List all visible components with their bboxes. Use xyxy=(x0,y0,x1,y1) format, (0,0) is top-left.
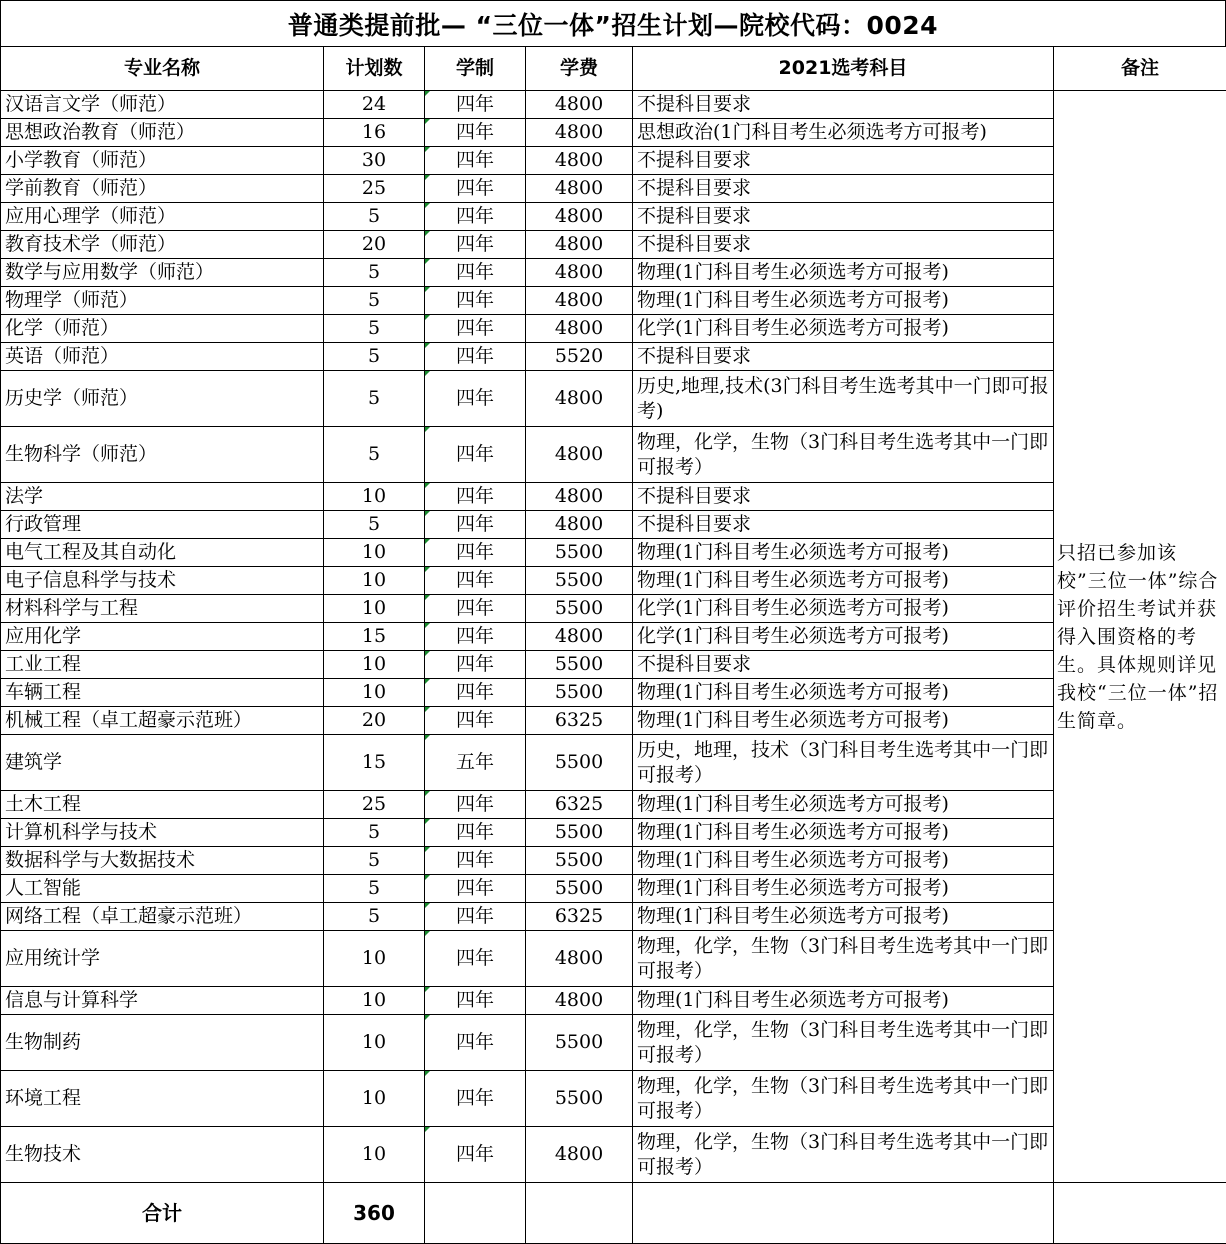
table-row xyxy=(1,1127,1226,1183)
header-duration: 学制 xyxy=(425,47,526,91)
plan-count-cell: 5 xyxy=(324,427,425,483)
major-name-cell: 应用化学 xyxy=(1,623,324,651)
plan-count-cell: 5 xyxy=(324,287,425,315)
subject-requirement-cell: 物理(1门科目考生必须选考方可报考) xyxy=(633,875,1054,903)
major-name-cell: 土木工程 xyxy=(1,791,324,819)
major-name-cell: 数学与应用数学（师范） xyxy=(1,259,324,287)
plan-count-cell: 5 xyxy=(324,511,425,539)
tuition-fee-cell: 4800 xyxy=(526,483,633,511)
plan-count-cell: 5 xyxy=(324,371,425,427)
plan-count-cell: 20 xyxy=(324,707,425,735)
subject-requirement-cell: 物理(1门科目考生必须选考方可报考) xyxy=(633,819,1054,847)
duration-cell: 四年 xyxy=(425,1127,526,1183)
major-name-cell: 小学教育（师范） xyxy=(1,147,324,175)
duration-cell: 四年 xyxy=(425,119,526,147)
tuition-fee-cell: 4800 xyxy=(526,371,633,427)
tuition-fee-cell: 5500 xyxy=(526,735,633,791)
subject-requirement-cell: 物理，化学，生物（3门科目考生选考其中一门即可报考） xyxy=(633,1071,1054,1127)
table-row xyxy=(1,567,1226,595)
header-name: 专业名称 xyxy=(1,47,324,91)
subject-requirement-cell: 不提科目要求 xyxy=(633,203,1054,231)
major-name-cell: 行政管理 xyxy=(1,511,324,539)
duration-cell: 四年 xyxy=(425,287,526,315)
tuition-fee-cell: 4800 xyxy=(526,1127,633,1183)
header-plan: 计划数 xyxy=(324,47,425,91)
duration-cell: 四年 xyxy=(425,903,526,931)
table-row xyxy=(1,819,1226,847)
duration-cell: 四年 xyxy=(425,259,526,287)
tuition-fee-cell: 4800 xyxy=(526,203,633,231)
tuition-fee-cell: 4800 xyxy=(526,511,633,539)
subject-requirement-cell: 不提科目要求 xyxy=(633,651,1054,679)
major-name-cell: 生物科学（师范） xyxy=(1,427,324,483)
duration-cell: 四年 xyxy=(425,931,526,987)
header-fee: 学费 xyxy=(526,47,633,91)
duration-cell: 四年 xyxy=(425,427,526,483)
subject-requirement-cell: 物理(1门科目考生必须选考方可报考) xyxy=(633,791,1054,819)
major-name-cell: 信息与计算科学 xyxy=(1,987,324,1015)
table-row xyxy=(1,483,1226,511)
table-row xyxy=(1,847,1226,875)
plan-count-cell: 10 xyxy=(324,651,425,679)
table-row xyxy=(1,1015,1226,1071)
subject-requirement-cell: 物理，化学，生物（3门科目考生选考其中一门即可报考） xyxy=(633,931,1054,987)
plan-count-cell: 10 xyxy=(324,1071,425,1127)
subject-requirement-cell: 化学(1门科目考生必须选考方可报考) xyxy=(633,623,1054,651)
table-row xyxy=(1,875,1226,903)
major-name-cell: 历史学（师范） xyxy=(1,371,324,427)
subject-requirement-cell: 思想政治(1门科目考生必须选考方可报考) xyxy=(633,119,1054,147)
major-name-cell: 英语（师范） xyxy=(1,343,324,371)
tuition-fee-cell: 4800 xyxy=(526,623,633,651)
major-name-cell: 生物技术 xyxy=(1,1127,324,1183)
subject-requirement-cell: 不提科目要求 xyxy=(633,91,1054,119)
tuition-fee-cell: 4800 xyxy=(526,315,633,343)
table-row xyxy=(1,175,1226,203)
duration-cell: 四年 xyxy=(425,539,526,567)
subject-requirement-cell: 化学(1门科目考生必须选考方可报考) xyxy=(633,595,1054,623)
duration-cell: 四年 xyxy=(425,371,526,427)
subject-requirement-cell: 物理(1门科目考生必须选考方可报考) xyxy=(633,259,1054,287)
table-row xyxy=(1,511,1226,539)
table-row xyxy=(1,791,1226,819)
plan-count-cell: 5 xyxy=(324,847,425,875)
tuition-fee-cell: 6325 xyxy=(526,903,633,931)
header-remark: 备注 xyxy=(1054,47,1226,91)
plan-count-cell: 10 xyxy=(324,595,425,623)
subject-requirement-cell: 物理(1门科目考生必须选考方可报考) xyxy=(633,707,1054,735)
plan-count-cell: 25 xyxy=(324,791,425,819)
tuition-fee-cell: 5500 xyxy=(526,567,633,595)
duration-cell: 四年 xyxy=(425,819,526,847)
major-name-cell: 生物制药 xyxy=(1,1015,324,1071)
plan-count-cell: 10 xyxy=(324,1015,425,1071)
tuition-fee-cell: 4800 xyxy=(526,987,633,1015)
subject-requirement-cell: 不提科目要求 xyxy=(633,343,1054,371)
duration-cell: 四年 xyxy=(425,203,526,231)
subject-requirement-cell: 物理(1门科目考生必须选考方可报考) xyxy=(633,679,1054,707)
subject-requirement-cell: 不提科目要求 xyxy=(633,231,1054,259)
subject-requirement-cell: 物理(1门科目考生必须选考方可报考) xyxy=(633,287,1054,315)
duration-cell: 四年 xyxy=(425,175,526,203)
plan-count-cell: 10 xyxy=(324,483,425,511)
plan-count-cell: 25 xyxy=(324,175,425,203)
duration-cell: 四年 xyxy=(425,511,526,539)
table-row xyxy=(1,903,1226,931)
duration-cell: 四年 xyxy=(425,987,526,1015)
major-name-cell: 网络工程（卓工超豪示范班） xyxy=(1,903,324,931)
major-name-cell: 法学 xyxy=(1,483,324,511)
major-name-cell: 物理学（师范） xyxy=(1,287,324,315)
total-label: 合计 xyxy=(1,1183,324,1244)
table-row xyxy=(1,735,1226,791)
table-row xyxy=(1,343,1226,371)
tuition-fee-cell: 4800 xyxy=(526,91,633,119)
table-body xyxy=(1,91,1226,1183)
tuition-fee-cell: 6325 xyxy=(526,791,633,819)
plan-count-cell: 16 xyxy=(324,119,425,147)
major-name-cell: 机械工程（卓工超豪示范班） xyxy=(1,707,324,735)
plan-count-cell: 10 xyxy=(324,679,425,707)
duration-cell: 四年 xyxy=(425,679,526,707)
plan-count-cell: 15 xyxy=(324,735,425,791)
major-name-cell: 思想政治教育（师范） xyxy=(1,119,324,147)
duration-cell: 四年 xyxy=(425,1015,526,1071)
tuition-fee-cell: 5500 xyxy=(526,1015,633,1071)
table-row xyxy=(1,539,1226,567)
table-row xyxy=(1,651,1226,679)
subject-requirement-cell: 化学(1门科目考生必须选考方可报考) xyxy=(633,315,1054,343)
duration-cell: 四年 xyxy=(425,343,526,371)
table-row xyxy=(1,595,1226,623)
plan-count-cell: 24 xyxy=(324,91,425,119)
major-name-cell: 环境工程 xyxy=(1,1071,324,1127)
tuition-fee-cell: 4800 xyxy=(526,231,633,259)
table-row xyxy=(1,119,1226,147)
tuition-fee-cell: 4800 xyxy=(526,119,633,147)
table-row xyxy=(1,707,1226,735)
total-value: 360 xyxy=(324,1183,425,1244)
tuition-fee-cell: 4800 xyxy=(526,175,633,203)
sheet-title: 普通类提前批— “三位一体”招生计划—院校代码：0024 xyxy=(0,0,1226,46)
plan-count-cell: 20 xyxy=(324,231,425,259)
tuition-fee-cell: 5520 xyxy=(526,343,633,371)
subject-requirement-cell: 历史,地理,技术(3门科目考生选考其中一门即可报考) xyxy=(633,371,1054,427)
major-name-cell: 汉语言文学（师范） xyxy=(1,91,324,119)
table-row xyxy=(1,427,1226,483)
duration-cell: 四年 xyxy=(425,707,526,735)
plan-count-cell: 5 xyxy=(324,343,425,371)
duration-cell: 四年 xyxy=(425,483,526,511)
subject-requirement-cell: 不提科目要求 xyxy=(633,483,1054,511)
major-name-cell: 教育技术学（师范） xyxy=(1,231,324,259)
plan-count-cell: 5 xyxy=(324,315,425,343)
subject-requirement-cell: 物理(1门科目考生必须选考方可报考) xyxy=(633,847,1054,875)
major-name-cell: 工业工程 xyxy=(1,651,324,679)
tuition-fee-cell: 5500 xyxy=(526,847,633,875)
subject-requirement-cell: 物理(1门科目考生必须选考方可报考) xyxy=(633,539,1054,567)
duration-cell: 四年 xyxy=(425,623,526,651)
table-row xyxy=(1,231,1226,259)
duration-cell: 四年 xyxy=(425,147,526,175)
duration-cell: 四年 xyxy=(425,791,526,819)
major-name-cell: 人工智能 xyxy=(1,875,324,903)
plan-count-cell: 10 xyxy=(324,931,425,987)
major-name-cell: 车辆工程 xyxy=(1,679,324,707)
plan-count-cell: 10 xyxy=(324,987,425,1015)
subject-requirement-cell: 物理(1门科目考生必须选考方可报考) xyxy=(633,567,1054,595)
admission-plan-table xyxy=(0,46,1226,1244)
tuition-fee-cell: 4800 xyxy=(526,147,633,175)
duration-cell: 四年 xyxy=(425,847,526,875)
duration-cell: 四年 xyxy=(425,1071,526,1127)
tuition-fee-cell: 5500 xyxy=(526,819,633,847)
major-name-cell: 计算机科学与技术 xyxy=(1,819,324,847)
tuition-fee-cell: 4800 xyxy=(526,427,633,483)
tuition-fee-cell: 4800 xyxy=(526,931,633,987)
total-empty-cell xyxy=(1054,1183,1226,1244)
subject-requirement-cell: 历史，地理，技术（3门科目考生选考其中一门即可报考） xyxy=(633,735,1054,791)
table-row xyxy=(1,259,1226,287)
table-row xyxy=(1,623,1226,651)
total-row xyxy=(1,1183,1226,1244)
table-row xyxy=(1,147,1226,175)
duration-cell: 五年 xyxy=(425,735,526,791)
table-row xyxy=(1,91,1226,119)
total-empty-cell xyxy=(526,1183,633,1244)
plan-count-cell: 5 xyxy=(324,203,425,231)
subject-requirement-cell: 不提科目要求 xyxy=(633,511,1054,539)
table-row xyxy=(1,1071,1226,1127)
remark-cell: 只招已参加该校”三位一体”综合评价招生考试并获得入围资格的考生。具体规则详见我校“三位一体”招生简章。 xyxy=(1054,91,1226,1183)
subject-requirement-cell: 物理，化学，生物（3门科目考生选考其中一门即可报考） xyxy=(633,1015,1054,1071)
major-name-cell: 材料科学与工程 xyxy=(1,595,324,623)
plan-count-cell: 10 xyxy=(324,567,425,595)
major-name-cell: 应用心理学（师范） xyxy=(1,203,324,231)
major-name-cell: 电子信息科学与技术 xyxy=(1,567,324,595)
subject-requirement-cell: 不提科目要求 xyxy=(633,147,1054,175)
duration-cell: 四年 xyxy=(425,91,526,119)
plan-count-cell: 15 xyxy=(324,623,425,651)
total-empty-cell xyxy=(425,1183,526,1244)
table-row xyxy=(1,931,1226,987)
major-name-cell: 建筑学 xyxy=(1,735,324,791)
tuition-fee-cell: 5500 xyxy=(526,651,633,679)
table-row xyxy=(1,371,1226,427)
tuition-fee-cell: 5500 xyxy=(526,679,633,707)
duration-cell: 四年 xyxy=(425,567,526,595)
table-row xyxy=(1,679,1226,707)
major-name-cell: 应用统计学 xyxy=(1,931,324,987)
plan-count-cell: 10 xyxy=(324,539,425,567)
table-row xyxy=(1,287,1226,315)
table-row xyxy=(1,987,1226,1015)
major-name-cell: 电气工程及其自动化 xyxy=(1,539,324,567)
plan-count-cell: 30 xyxy=(324,147,425,175)
subject-requirement-cell: 物理(1门科目考生必须选考方可报考) xyxy=(633,903,1054,931)
major-name-cell: 数据科学与大数据技术 xyxy=(1,847,324,875)
major-name-cell: 化学（师范） xyxy=(1,315,324,343)
duration-cell: 四年 xyxy=(425,231,526,259)
duration-cell: 四年 xyxy=(425,595,526,623)
tuition-fee-cell: 4800 xyxy=(526,287,633,315)
subject-requirement-cell: 不提科目要求 xyxy=(633,175,1054,203)
tuition-fee-cell: 4800 xyxy=(526,259,633,287)
subject-requirement-cell: 物理(1门科目考生必须选考方可报考) xyxy=(633,987,1054,1015)
tuition-fee-cell: 5500 xyxy=(526,875,633,903)
plan-count-cell: 10 xyxy=(324,1127,425,1183)
total-empty-cell xyxy=(633,1183,1054,1244)
duration-cell: 四年 xyxy=(425,315,526,343)
tuition-fee-cell: 6325 xyxy=(526,707,633,735)
major-name-cell: 学前教育（师范） xyxy=(1,175,324,203)
plan-count-cell: 5 xyxy=(324,875,425,903)
header-subjects: 2021选考科目 xyxy=(633,47,1054,91)
tuition-fee-cell: 5500 xyxy=(526,539,633,567)
plan-count-cell: 5 xyxy=(324,259,425,287)
table-row xyxy=(1,315,1226,343)
table-row xyxy=(1,203,1226,231)
duration-cell: 四年 xyxy=(425,875,526,903)
header-row xyxy=(1,47,1226,91)
duration-cell: 四年 xyxy=(425,651,526,679)
subject-requirement-cell: 物理，化学，生物（3门科目考生选考其中一门即可报考） xyxy=(633,427,1054,483)
plan-count-cell: 5 xyxy=(324,903,425,931)
tuition-fee-cell: 5500 xyxy=(526,595,633,623)
plan-count-cell: 5 xyxy=(324,819,425,847)
subject-requirement-cell: 物理，化学，生物（3门科目考生选考其中一门即可报考） xyxy=(633,1127,1054,1183)
tuition-fee-cell: 5500 xyxy=(526,1071,633,1127)
